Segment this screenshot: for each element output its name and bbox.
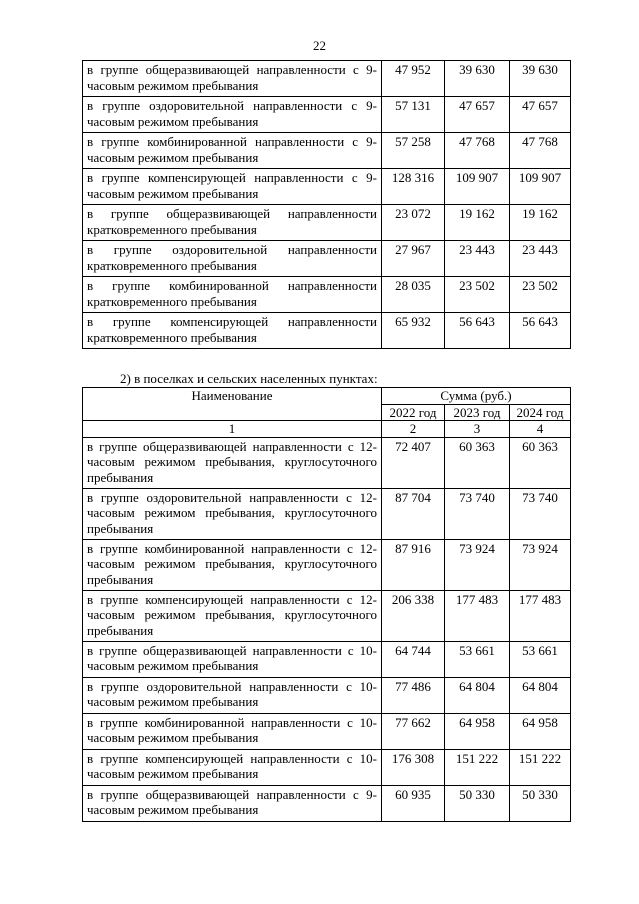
header-name-column: Наименование <box>83 388 382 421</box>
header-year-2023: 2023 год <box>445 404 510 421</box>
table-header <box>83 388 571 438</box>
value-2023-cell: 60 363 <box>445 437 510 488</box>
value-2022-cell: 87 916 <box>382 539 445 590</box>
value-2023-cell: 47 657 <box>445 97 510 133</box>
value-2023-cell: 177 483 <box>445 590 510 641</box>
value-2024-cell: 177 483 <box>510 590 571 641</box>
value-2024-cell: 47 768 <box>510 133 571 169</box>
row-name-cell: в группе компенсирующей направленности кратковременного пребывания <box>83 313 382 349</box>
row-name-cell: в группе комбинированной направленности с 9-часовым режимом пребывания <box>83 133 382 169</box>
value-2023-cell: 47 768 <box>445 133 510 169</box>
column-number-3: 3 <box>445 421 510 438</box>
value-2022-cell: 206 338 <box>382 590 445 641</box>
value-2023-cell: 19 162 <box>445 205 510 241</box>
row-name-cell: в группе общеразвивающей направленности с 9-часовым режимом пребывания <box>83 61 382 97</box>
table-row <box>83 539 571 590</box>
column-number-2: 2 <box>382 421 445 438</box>
row-name-cell: в группе общеразвивающей направленности с 9-часовым режимом пребывания <box>83 785 382 821</box>
value-2024-cell: 47 657 <box>510 97 571 133</box>
table-row <box>83 488 571 539</box>
table-row <box>83 713 571 749</box>
value-2022-cell: 64 744 <box>382 641 445 677</box>
row-name-cell: в группе компенсирующей направленности с 10-часовым режимом пребывания <box>83 749 382 785</box>
value-2023-cell: 64 804 <box>445 677 510 713</box>
value-2023-cell: 23 502 <box>445 277 510 313</box>
value-2022-cell: 87 704 <box>382 488 445 539</box>
table-row <box>83 749 571 785</box>
table-body <box>83 61 571 349</box>
value-2023-cell: 64 958 <box>445 713 510 749</box>
value-2023-cell: 39 630 <box>445 61 510 97</box>
value-2023-cell: 50 330 <box>445 785 510 821</box>
table-row <box>83 133 571 169</box>
value-2023-cell: 56 643 <box>445 313 510 349</box>
value-2022-cell: 47 952 <box>382 61 445 97</box>
page-number: 22 <box>313 38 326 53</box>
value-2022-cell: 128 316 <box>382 169 445 205</box>
value-2024-cell: 53 661 <box>510 641 571 677</box>
table-row <box>83 677 571 713</box>
value-2022-cell: 77 486 <box>382 677 445 713</box>
value-2024-cell: 73 924 <box>510 539 571 590</box>
value-2024-cell: 64 958 <box>510 713 571 749</box>
row-name-cell: в группе оздоровительной направленности с 10-часовым режимом пребывания <box>83 677 382 713</box>
cost-table-villages <box>82 387 571 822</box>
value-2023-cell: 109 907 <box>445 169 510 205</box>
value-2022-cell: 57 131 <box>382 97 445 133</box>
value-2022-cell: 27 967 <box>382 241 445 277</box>
table-row <box>83 641 571 677</box>
table-row <box>83 241 571 277</box>
row-name-cell: в группе комбинированной направленности с 10-часовым режимом пребывания <box>83 713 382 749</box>
table-row <box>83 313 571 349</box>
table-row <box>83 205 571 241</box>
value-2023-cell: 53 661 <box>445 641 510 677</box>
section-heading: 2) в поселках и сельских населенных пунктах: <box>120 371 378 386</box>
value-2022-cell: 28 035 <box>382 277 445 313</box>
table-row <box>83 61 571 97</box>
row-name-cell: в группе оздоровительной направленности с 9-часовым режимом пребывания <box>83 97 382 133</box>
value-2024-cell: 50 330 <box>510 785 571 821</box>
value-2024-cell: 64 804 <box>510 677 571 713</box>
value-2024-cell: 23 502 <box>510 277 571 313</box>
header-year-2024: 2024 год <box>510 404 571 421</box>
table-row <box>83 437 571 488</box>
row-name-cell: в группе общеразвивающей направленности с 10-часовым режимом пребывания <box>83 641 382 677</box>
table-row <box>83 590 571 641</box>
value-2023-cell: 23 443 <box>445 241 510 277</box>
row-name-cell: в группе компенсирующей направленности с 9-часовым режимом пребывания <box>83 169 382 205</box>
value-2024-cell: 73 740 <box>510 488 571 539</box>
row-name-cell: в группе оздоровительной направленности кратковременного пребывания <box>83 241 382 277</box>
value-2022-cell: 23 072 <box>382 205 445 241</box>
value-2022-cell: 77 662 <box>382 713 445 749</box>
value-2023-cell: 73 740 <box>445 488 510 539</box>
row-name-cell: в группе общеразвивающей направленности с 12-часовым режимом пребывания, круглосуточного пребывания <box>83 437 382 488</box>
row-name-cell: в группе комбинированной направленности кратковременного пребывания <box>83 277 382 313</box>
value-2024-cell: 23 443 <box>510 241 571 277</box>
value-2024-cell: 151 222 <box>510 749 571 785</box>
header-sum-column: Сумма (руб.) <box>382 388 571 405</box>
row-name-cell: в группе общеразвивающей направленности кратковременного пребывания <box>83 205 382 241</box>
column-number-1: 1 <box>83 421 382 438</box>
value-2022-cell: 176 308 <box>382 749 445 785</box>
value-2023-cell: 151 222 <box>445 749 510 785</box>
cost-table-continued <box>82 60 571 349</box>
row-name-cell: в группе комбинированной направленности с 12-часовым режимом пребывания, круглосуточного пребывания <box>83 539 382 590</box>
header-year-2022: 2022 год <box>382 404 445 421</box>
column-number-4: 4 <box>510 421 571 438</box>
table-row <box>83 97 571 133</box>
value-2024-cell: 56 643 <box>510 313 571 349</box>
value-2022-cell: 60 935 <box>382 785 445 821</box>
value-2024-cell: 60 363 <box>510 437 571 488</box>
value-2022-cell: 72 407 <box>382 437 445 488</box>
table-body <box>83 437 571 821</box>
value-2024-cell: 39 630 <box>510 61 571 97</box>
table-row <box>83 169 571 205</box>
value-2022-cell: 57 258 <box>382 133 445 169</box>
row-name-cell: в группе компенсирующей направленности с 12-часовым режимом пребывания, круглосуточного пребывания <box>83 590 382 641</box>
value-2024-cell: 19 162 <box>510 205 571 241</box>
value-2024-cell: 109 907 <box>510 169 571 205</box>
row-name-cell: в группе оздоровительной направленности с 12-часовым режимом пребывания, круглосуточного пребывания <box>83 488 382 539</box>
value-2022-cell: 65 932 <box>382 313 445 349</box>
table-row <box>83 277 571 313</box>
table-row <box>83 785 571 821</box>
value-2023-cell: 73 924 <box>445 539 510 590</box>
